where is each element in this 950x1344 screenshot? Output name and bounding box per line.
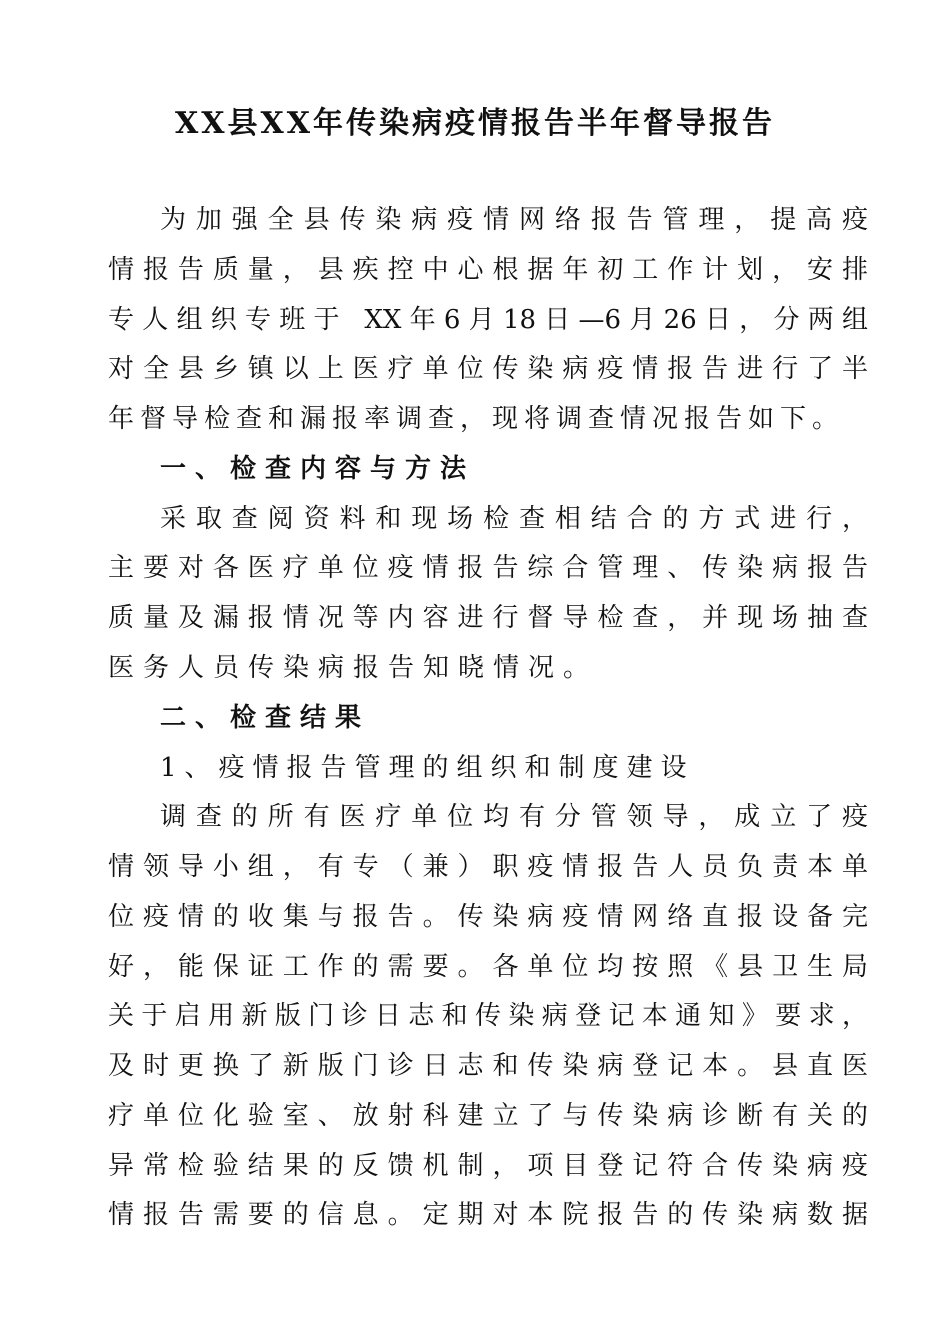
document-title: XX县XX年传染病疫情报告半年督导报告	[174, 106, 776, 141]
section2-line-3: 位疫情的收集与报告。传染病疫情网络直报设备完	[108, 902, 868, 932]
section2-heading: 二、检查结果	[160, 703, 371, 733]
section1-line-1: 采取查阅资料和现场检查相结合的方式进行，	[160, 504, 868, 534]
section2-subheading: 1、疫情报告管理的组织和制度建设	[160, 753, 695, 783]
section1-line-2: 主要对各医疗单位疫情报告综合管理、传染病报告	[108, 553, 868, 583]
section2-line-1: 调查的所有医疗单位均有分管领导，成立了疫	[160, 802, 868, 832]
section2-line-8: 异常检验结果的反馈机制，项目登记符合传染病疫	[108, 1151, 868, 1181]
section1-line-3: 质量及漏报情况等内容进行督导检查，并现场抽查	[108, 603, 868, 633]
intro-line-3: 专人组织专班于 XX年6月18日—6月26日，分两组	[108, 305, 868, 335]
section2-line-2: 情领导小组，有专（兼）职疫情报告人员负责本单	[108, 852, 868, 882]
intro-line-4: 对全县乡镇以上医疗单位传染病疫情报告进行了半	[108, 354, 868, 384]
section2-line-7: 疗单位化验室、放射科建立了与传染病诊断有关的	[108, 1101, 868, 1131]
section2-line-9: 情报告需要的信息。定期对本院报告的传染病数据	[108, 1200, 868, 1230]
section2-line-4: 好，能保证工作的需要。各单位均按照《县卫生局	[108, 952, 868, 982]
intro-line-5: 年督导检查和漏报率调查，现将调查情况报告如下。	[108, 404, 845, 434]
intro-line-1: 为加强全县传染病疫情网络报告管理，提高疫	[160, 205, 868, 235]
section1-heading: 一、检查内容与方法	[160, 454, 476, 484]
intro-line-2: 情报告质量，县疾控中心根据年初工作计划，安排	[108, 255, 868, 285]
section1-line-4: 医务人员传染病报告知晓情况。	[108, 653, 599, 683]
section2-line-5: 关于启用新版门诊日志和传染病登记本通知》要求，	[108, 1001, 868, 1031]
section2-line-6: 及时更换了新版门诊日志和传染病登记本。县直医	[108, 1051, 868, 1081]
